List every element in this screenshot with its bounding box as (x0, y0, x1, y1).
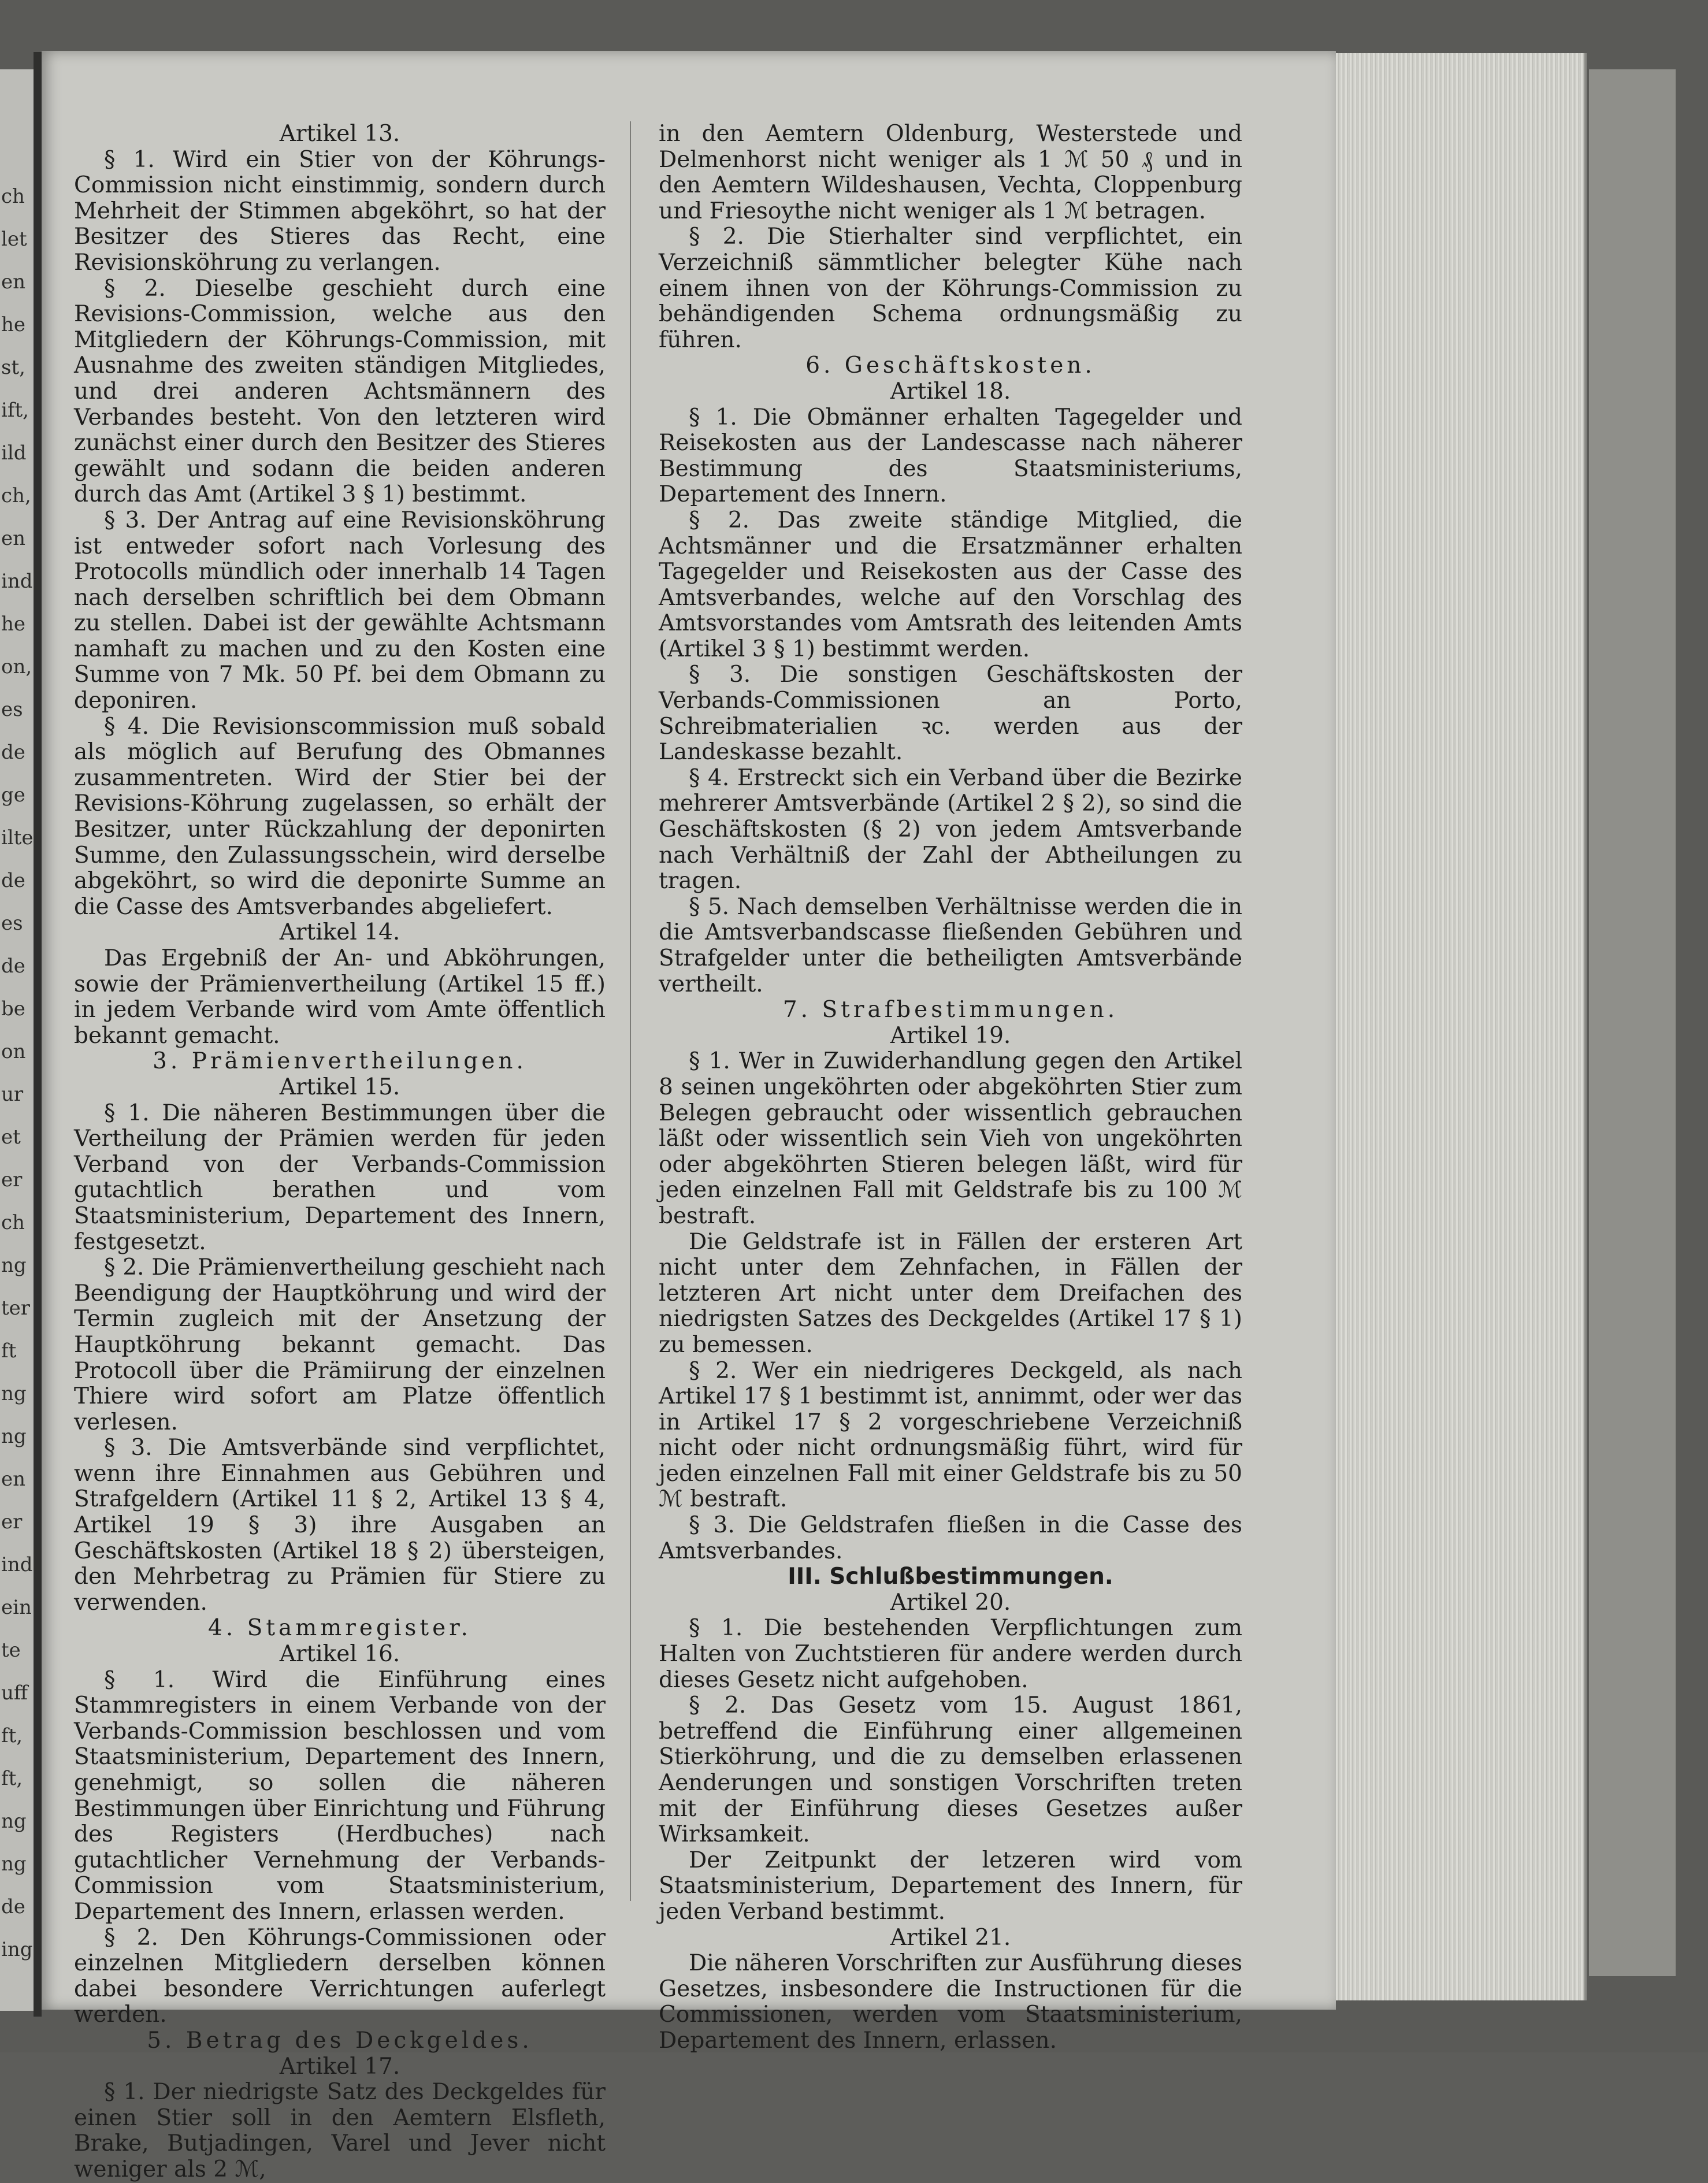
article-heading: Artikel 18. (890, 378, 1011, 404)
paragraph: § 2. Das Gesetz vom 15. August 1861, betreffend die Einführung einer allgemeinen Stierköhrung, und die zu demselben erlassenen Aenderungen und sonstigen Vorschriften treten mit der Einführung dieses Gesetzes außer Wirksamkeit. (659, 1692, 1242, 1848)
paragraph: Die Geldstrafe ist in Fällen der ersteren Art nicht unter dem Zehnfachen, in Fällen der letzteren Art nicht unter dem Dreifachen des niedrigsten Satzes des Deckgeldes (Artikel 17 § 1) zu bemessen. (659, 1228, 1242, 1358)
paragraph-text: in den Aemtern Oldenburg, Westerstede und Delmenhorst nicht weniger als 1 ℳ 50 ₰ und in den Aemtern Wildeshausen, Vechta, Cloppenburg und Friesoythe nicht weniger als 1 ℳ betragen. (659, 121, 1242, 224)
previous-page-fragment: ilte (1, 826, 34, 849)
previous-page-fragment: ein (1, 1596, 32, 1619)
paragraph: § 2. Dieselbe geschieht durch eine Revisions-Commission, welche aus den Mitgliedern der Köhrungs-Commission, mit Ausnahme des zweiten ständigen Mitgliedes, und drei anderen Achtsmännern des Verbandes besteht. Von den letzteren wird zunächst einer durch den Besitzer des Stieres gewählt und sodann die beiden anderen durch das Amt (Artikel 3 § 1) bestimmt. (74, 275, 606, 508)
paragraph: § 1. Wird ein Stier von der Köhrungs-Commission nicht einstimmig, sondern durch Mehrheit der Stimmen abgeköhrt, so hat der Besitzer des Stieres das Recht, eine Revisionsköhrung zu verlangen. (74, 146, 606, 276)
previous-page-fragment: de (1, 1895, 25, 1918)
previous-page-fragment: es (1, 912, 23, 935)
previous-page-fragment: on, (1, 655, 32, 678)
previous-page-fragment: er (1, 1510, 23, 1534)
paragraph: § 1. Der niedrigste Satz des Deckgeldes für einen Stier soll in den Aemtern Elsfleth, Brake, Butjadingen, Varel und Jever nicht weniger als 2 ℳ, (74, 2079, 606, 2182)
previous-page-fragment: er (1, 1168, 23, 1191)
paragraph: § 3. Die Amtsverbände sind verpflichtet, wenn ihre Einnahmen aus Gebühren und Strafgeldern (Artikel 11 § 2, Artikel 13 § 4, Artikel 19 § 3) ihre Ausgaben an Geschäftskosten (Artikel 18 § 2) übersteigen, den Mehrbetrag zu Prämien für Stiere zu verwenden. (74, 1435, 606, 1616)
paragraph: § 1. Die Obmänner erhalten Tagegelder und Reisekosten aus der Landescasse nach näherer Bestimmung des Staatsministeriums, Departement des Innern. (659, 404, 1242, 508)
paragraph: Das Ergebniß der An- und Abköhrungen, sowie der Prämienvertheilung (Artikel 15 ff.) in jedem Verbande wird vom Amte öffentlich bekannt gemacht. (74, 945, 606, 1049)
previous-page-fragment: ng (1, 1254, 27, 1277)
previous-page-fragment: en (1, 270, 26, 294)
previous-page-fragment: ng (1, 1425, 27, 1448)
previous-page-fragment: ift, (1, 399, 29, 422)
section-heading: 3. Prämienvertheilungen. (153, 1048, 527, 1075)
previous-page-fragment: et (1, 1126, 21, 1149)
book-gutter (34, 52, 42, 2017)
section-heading: 7. Strafbestimmungen. (782, 997, 1119, 1023)
section-heading: 6. Geschäftskosten. (805, 352, 1096, 379)
previous-page-fragment: es (1, 698, 23, 721)
previous-page-fragment: te (1, 1639, 21, 1662)
section-heading: 5. Betrag des Deckgeldes. (147, 2027, 533, 2054)
previous-page-fragment: ft, (1, 1724, 23, 1747)
column-divider (630, 121, 631, 1901)
previous-page-edge (0, 69, 35, 2011)
part-heading: III. Schlußbestimmungen. (788, 1564, 1113, 1590)
previous-page-fragment: en (1, 527, 26, 550)
paragraph: § 3. Die sonstigen Geschäftskosten der Verbands-Commissionen an Porto, Schreibmaterialien ꝛc. werden aus der Landeskasse bezahlt. (659, 662, 1242, 766)
previous-page-fragment: st, (1, 356, 25, 379)
previous-page-fragment: de (1, 741, 25, 764)
page-block-edges (1336, 53, 1587, 2000)
paragraph: § 3. Der Antrag auf eine Revisionsköhrung ist entweder sofort nach Vorlesung des Protocolls mündlich oder innerhalb 14 Tagen nach derselben schriftlich bei dem Obmann zu stellen. Dabei ist der gewählte Achtsmann namhaft zu machen und zu den Kosten eine Summe von 7 Mk. 50 Pf. bei dem Obmann zu deponiren. (74, 507, 606, 714)
paragraph: § 3. Die Geldstrafen fließen in die Casse des Amtsverbandes. (659, 1512, 1242, 1564)
previous-page-fragment: ter (1, 1297, 31, 1320)
paragraph: Die näheren Vorschriften zur Ausführung dieses Gesetzes, insbesondere die Instructionen für die Commissionen, werden vom Staatsministerium, Departement des Innern, erlassen. (659, 1950, 1242, 2054)
paragraph: § 2. Die Prämienvertheilung geschieht nach Beendigung der Hauptköhrung und wird der Termin zugleich mit der Ansetzung der Hauptköhrung bekannt gemacht. Das Protocoll über die Prämiirung der einzelnen Thiere wird sofort am Platze öffentlich verlesen. (74, 1254, 606, 1435)
paragraph: § 2. Das zweite ständige Mitglied, die Achtsmänner und die Ersatzmänner erhalten Tagegelder und Reisekosten aus der Casse des Amtsverbandes, welche auf den Vorschlag des Amtsvorstandes vom Amtsrath des leitenden Amts (Artikel 3 § 1) bestimmt werden. (659, 507, 1242, 662)
previous-page-fragment: ur (1, 1083, 24, 1106)
article-heading: Artikel 14. (279, 919, 400, 946)
paragraph: § 2. Wer ein niedrigeres Deckgeld, als nach Artikel 17 § 1 bestimmt ist, annimmt, oder wer das in Artikel 17 § 2 vorgeschriebene Verzeichniß nicht oder nicht ordnungsmäßig führt, wird für jeden einzelnen Fall mit einer Geldstrafe bis zu 50 ℳ bestraft. (659, 1357, 1242, 1513)
previous-page-fragment: he (1, 612, 26, 636)
previous-page-fragment: en (1, 1468, 26, 1491)
article-heading: Artikel 19. (890, 1022, 1011, 1049)
previous-page-fragment: ng (1, 1382, 27, 1405)
paragraph: § 2. Den Köhrungs-Commissionen oder einzelnen Mitgliedern derselben können dabei besondere Verrichtungen auferlegt werden. (74, 1924, 606, 2028)
previous-page-fragment: ind (1, 570, 33, 593)
previous-page-fragment: uff (1, 1681, 28, 1705)
previous-page-fragment: ng (1, 1852, 27, 1876)
previous-page-fragment: ch (1, 185, 25, 208)
paragraph: § 2. Die Stierhalter sind verpflichtet, ein Verzeichniß sämmtlicher belegter Kühe nach einem ihnen von der Köhrungs-Commission zu behändigenden Schema ordnungsmäßig zu führen. (659, 224, 1242, 353)
article-heading: Artikel 13. (279, 121, 400, 147)
previous-page-fragment: ch (1, 1211, 25, 1234)
right-text-column (659, 121, 1242, 2054)
paragraph: § 4. Die Revisionscommission muß sobald als möglich auf Berufung des Obmannes zusammentreten. Wird der Stier bei der Revisions-Köhrung zugelassen, so erhält der Besitzer, unter Rückzahlung der deponirten Summe, den Zulassungsschein, wird derselbe abgeköhrt, so wird die deponirte Summe an die Casse des Amtsverbandes abgeliefert. (74, 713, 606, 920)
previous-page-fragment: ch, (1, 484, 31, 507)
section-heading: 4. Stammregister. (208, 1615, 471, 1642)
previous-page-fragment: let (1, 228, 27, 251)
paragraph: Der Zeitpunkt der letzeren wird vom Staatsministerium, Departement des Innern, für jeden Verband bestimmt. (659, 1847, 1242, 1925)
article-heading: Artikel 16. (279, 1641, 400, 1668)
previous-page-fragment: ft (1, 1339, 17, 1362)
book-cover (1587, 69, 1676, 1976)
left-text-column (74, 121, 606, 2183)
previous-page-fragment: ild (1, 441, 27, 465)
article-heading: Artikel 15. (279, 1074, 400, 1100)
previous-page-fragment: de (1, 955, 25, 978)
previous-page-fragment: ing (1, 1938, 33, 1961)
previous-page-fragment: be (1, 997, 25, 1020)
paragraph: § 5. Nach demselben Verhältnisse werden die in die Amtsverbandscasse fließenden Gebühren und Strafgelder unter die betheiligten Amtsverbände vertheilt. (659, 893, 1242, 997)
previous-page-fragment: he (1, 313, 26, 336)
paragraph: § 1. Die bestehenden Verpflichtungen zum Halten von Zuchtstieren für andere werden durch dieses Gesetz nicht aufgehoben. (659, 1615, 1242, 1693)
paragraph: § 1. Wird die Einführung eines Stammregisters in einem Verbande von der Verbands-Commission beschlossen und vom Staatsministerium, Departement des Innern, genehmigt, so sollen die näheren Bestimmungen über Einrichtung und Führung des Registers (Herdbuches) nach gutachtlicher Vernehmung der Verbands-Commission vom Staatsministerium, Departement des Innern, erlassen werden. (74, 1666, 606, 1925)
paragraph: § 4. Erstreckt sich ein Verband über die Bezirke mehrerer Amtsverbände (Artikel 2 § 2), so sind die Geschäftskosten (§ 2) von jedem Amtsverbande nach Verhältniß der Zahl der Abtheilungen zu tragen. (659, 764, 1242, 894)
previous-page-fragment: de (1, 869, 25, 892)
previous-page-fragment: on (1, 1040, 26, 1063)
article-heading: Artikel 21. (890, 1924, 1011, 1951)
article-heading: Artikel 17. (279, 2053, 400, 2080)
paragraph: § 1. Die näheren Bestimmungen über die Vertheilung der Prämien werden für jeden Verband von der Verbands-Commission gutachtlich berathen und vom Staatsministerium, Departement des Innern, festgesetzt. (74, 1100, 606, 1255)
previous-page-fragment: ind (1, 1553, 33, 1576)
paragraph: § 1. Wer in Zuwiderhandlung gegen den Artikel 8 seinen ungeköhrten oder abgeköhrten Stier zum Belegen gebraucht oder wissentlich gebrauchen läßt oder wissentlich sein Vieh von ungeköhrten oder abgeköhrten Stieren belegen läßt, wird für jeden einzelnen Fall mit Geldstrafe bis zu 100 ℳ bestraft. (659, 1048, 1242, 1229)
article-heading: Artikel 20. (890, 1589, 1011, 1616)
previous-page-fragment: ng (1, 1810, 27, 1833)
previous-page-fragment: ft, (1, 1767, 23, 1790)
previous-page-fragment: ge (1, 784, 25, 807)
